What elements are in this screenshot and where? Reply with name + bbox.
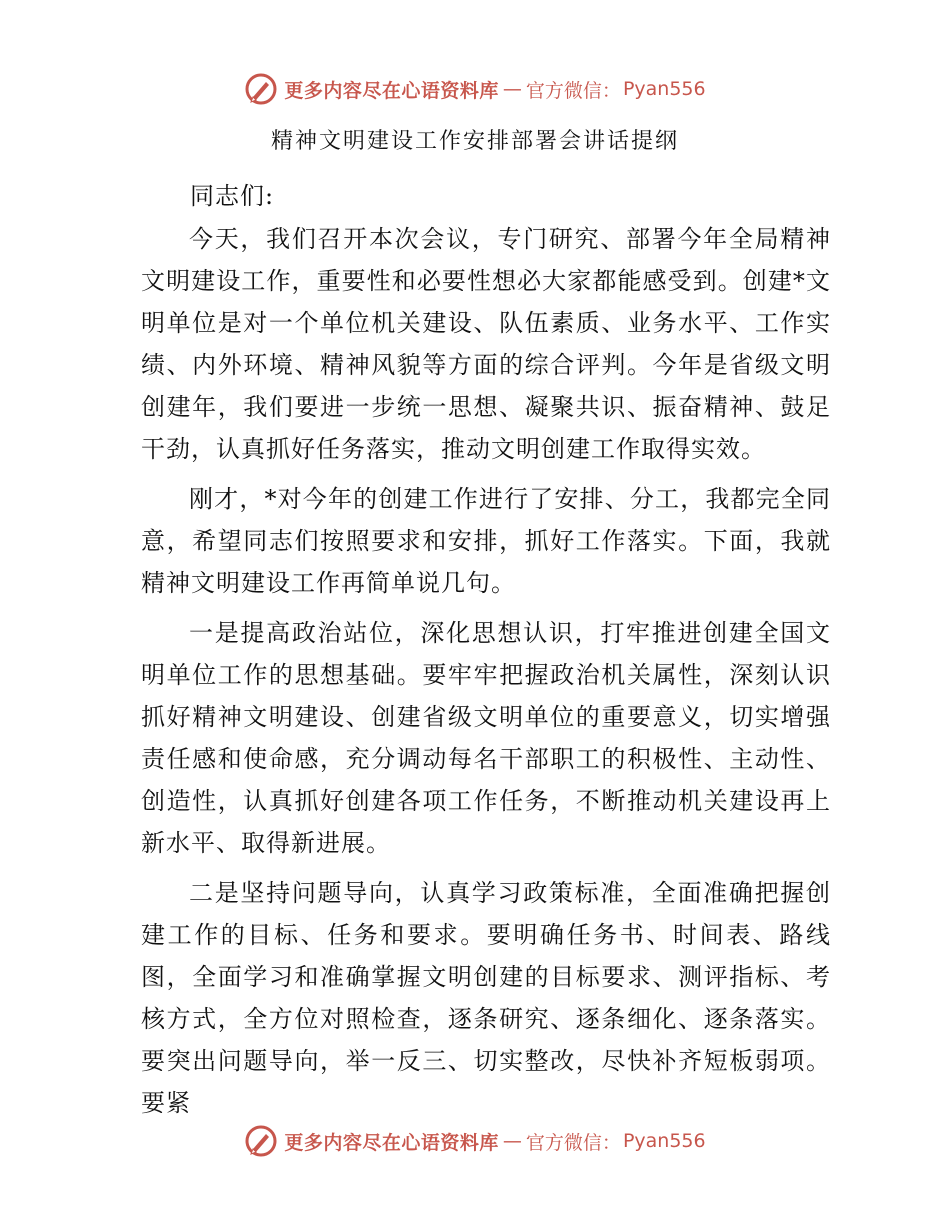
paragraph-1: 今天，我们召开本次会议，专门研究、部署今年全局精神文明建设工作，重要性和必要性想必大家都能感受到。创建*文明单位是对一个单位机关建设、队伍素质、业务水平、工作实绩、内外环境、精神风貌等方面的综合评判。今年是省级文明创建年，我们要进一步统一思想、凝聚共识、振奋精神、鼓足干劲，认真抓好任务落实，推动文明创建工作取得实效。: [141, 225, 831, 463]
pen-logo-icon: [244, 72, 278, 106]
watermark-dash: —: [502, 1130, 522, 1152]
document-body: [141, 218, 831, 1132]
watermark-account: Pyan556: [622, 1130, 706, 1152]
watermark-text: 更多内容尽在心语资料库: [284, 1131, 499, 1154]
pen-logo-icon: [244, 1124, 278, 1158]
document-title: 精神文明建设工作安排部署会讲话提纲: [270, 129, 679, 154]
paragraph-2: 刚才，*对今年的创建工作进行了安排、分工，我都完全同意，希望同志们按照要求和安排，抓好工作落实。下面，我就精神文明建设工作再简单说几句。: [141, 485, 831, 597]
watermark-banner-bottom: [0, 1124, 950, 1158]
watermark-label: 官方微信：: [525, 1131, 621, 1154]
watermark-account: Pyan556: [622, 78, 706, 100]
watermark-text: 更多内容尽在心语资料库: [284, 79, 499, 102]
paragraph-3: 一是提高政治站位，深化思想认识，打牢推进创建全国文明单位工作的思想基础。要牢牢把握政治机关属性，深刻认识抓好精神文明建设、创建省级文明单位的重要意义，切实增强责任感和使命感，充分调动每名干部职工的积极性、主动性、创造性，认真抓好创建各项工作任务，不断推动机关建设再上新水平、取得新进展。: [141, 619, 831, 857]
watermark-dash: —: [502, 78, 522, 100]
greeting: 同志们:: [190, 182, 275, 210]
paragraph-4: 二是坚持问题导向，认真学习政策标准，全面准确把握创建工作的目标、任务和要求。要明确任务书、时间表、路线图，全面学习和准确掌握文明创建的目标要求、测评指标、考核方式，全方位对照检查，逐条研究、逐条细化、逐条落实。要突出问题导向，举一反三、切实整改，尽快补齐短板弱项。要紧: [141, 879, 831, 1117]
watermark-banner-top: [0, 72, 950, 106]
watermark-label: 官方微信：: [525, 79, 621, 102]
